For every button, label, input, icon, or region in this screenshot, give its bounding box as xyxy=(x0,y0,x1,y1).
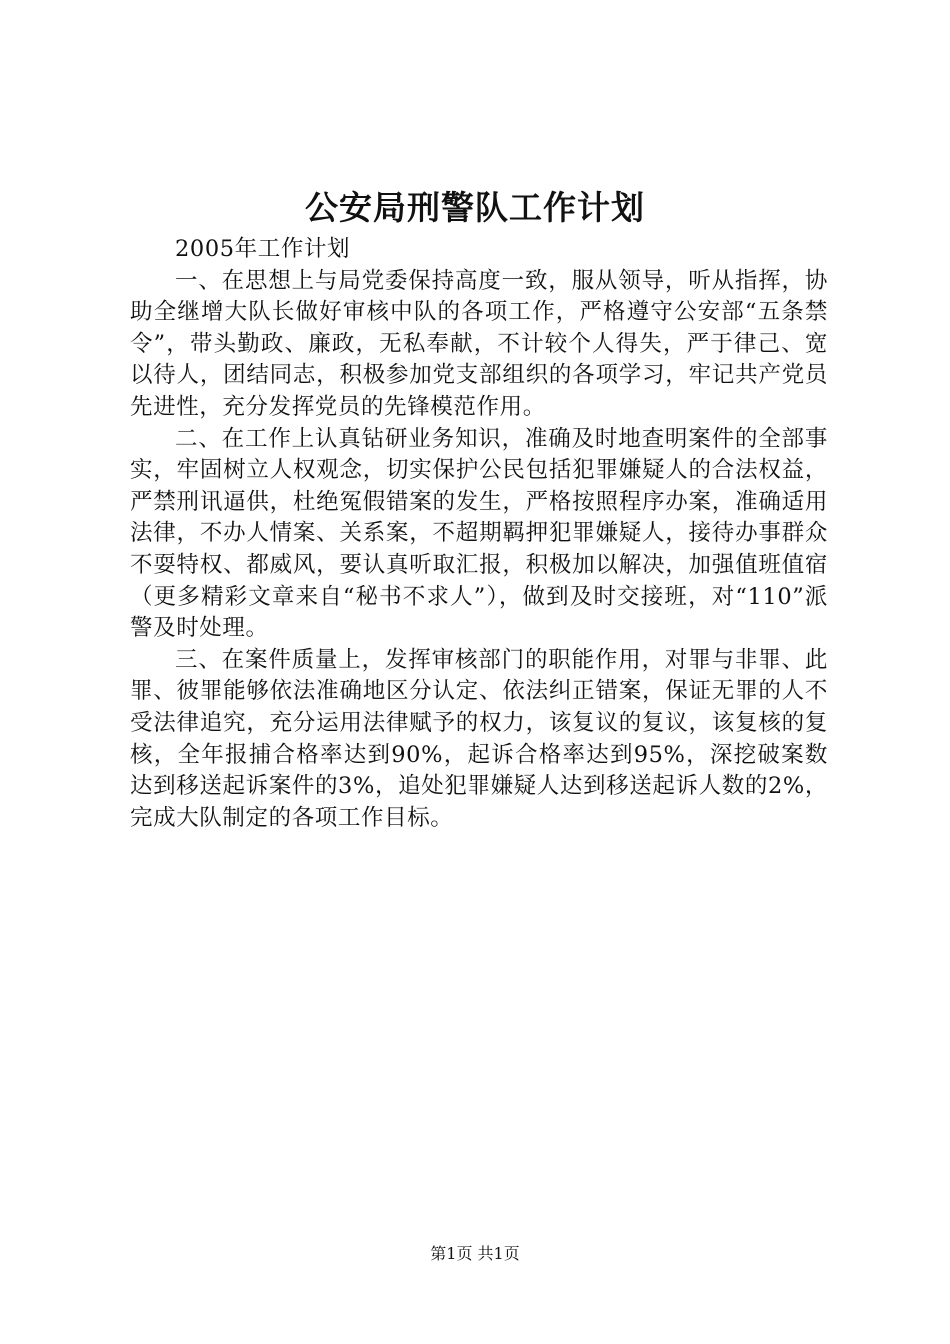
paragraph-3: 三、在案件质量上，发挥审核部门的职能作用，对罪与非罪、此罪、彼罪能够依法准确地区分认定、依法纠正错案，保证无罪的人不受法律追究，充分运用法律赋予的权力，该复议的复议，该复核的复核，全年报捕合格率达到90%，起诉合格率达到95%，深挖破案数达到移送起诉案件的3%，追处犯罪嫌疑人达到移送起诉人数的2%，完成大队制定的各项工作目标。 xyxy=(130,646,828,831)
paragraph-1: 一、在思想上与局党委保持高度一致，服从领导，听从指挥，协助全继增大队长做好审核中队的各项工作，严格遵守公安部“五条禁令”，带头勤政、廉政，无私奉献，不计较个人得失，严于律己、宽以待人，团结同志，积极参加党支部组织的各项学习，牢记共产党员先进性，充分发挥党员的先锋模范作用。 xyxy=(130,267,828,420)
paragraph-subtitle: 2005年工作计划 xyxy=(175,236,351,262)
paragraph-2: 二、在工作上认真钻研业务知识，准确及时地查明案件的全部事实，牢固树立人权观念，切实保护公民包括犯罪嫌疑人的合法权益，严禁刑讯逼供，杜绝冤假错案的发生，严格按照程序办案，准确适用法律，不办人情案、关系案，不超期羁押犯罪嫌疑人，接待办事群众不耍特权、都威风，要认真听取汇报，积极加以解决，加强值班值宿（更多精彩文章来自“秘书不求人”），做到及时交接班，对“110”派警及时处理。 xyxy=(130,425,828,642)
page-footer: 第1页 共1页 xyxy=(430,1244,520,1263)
document-body xyxy=(130,234,828,834)
document-title: 公安局刑警队工作计划 xyxy=(305,188,645,227)
